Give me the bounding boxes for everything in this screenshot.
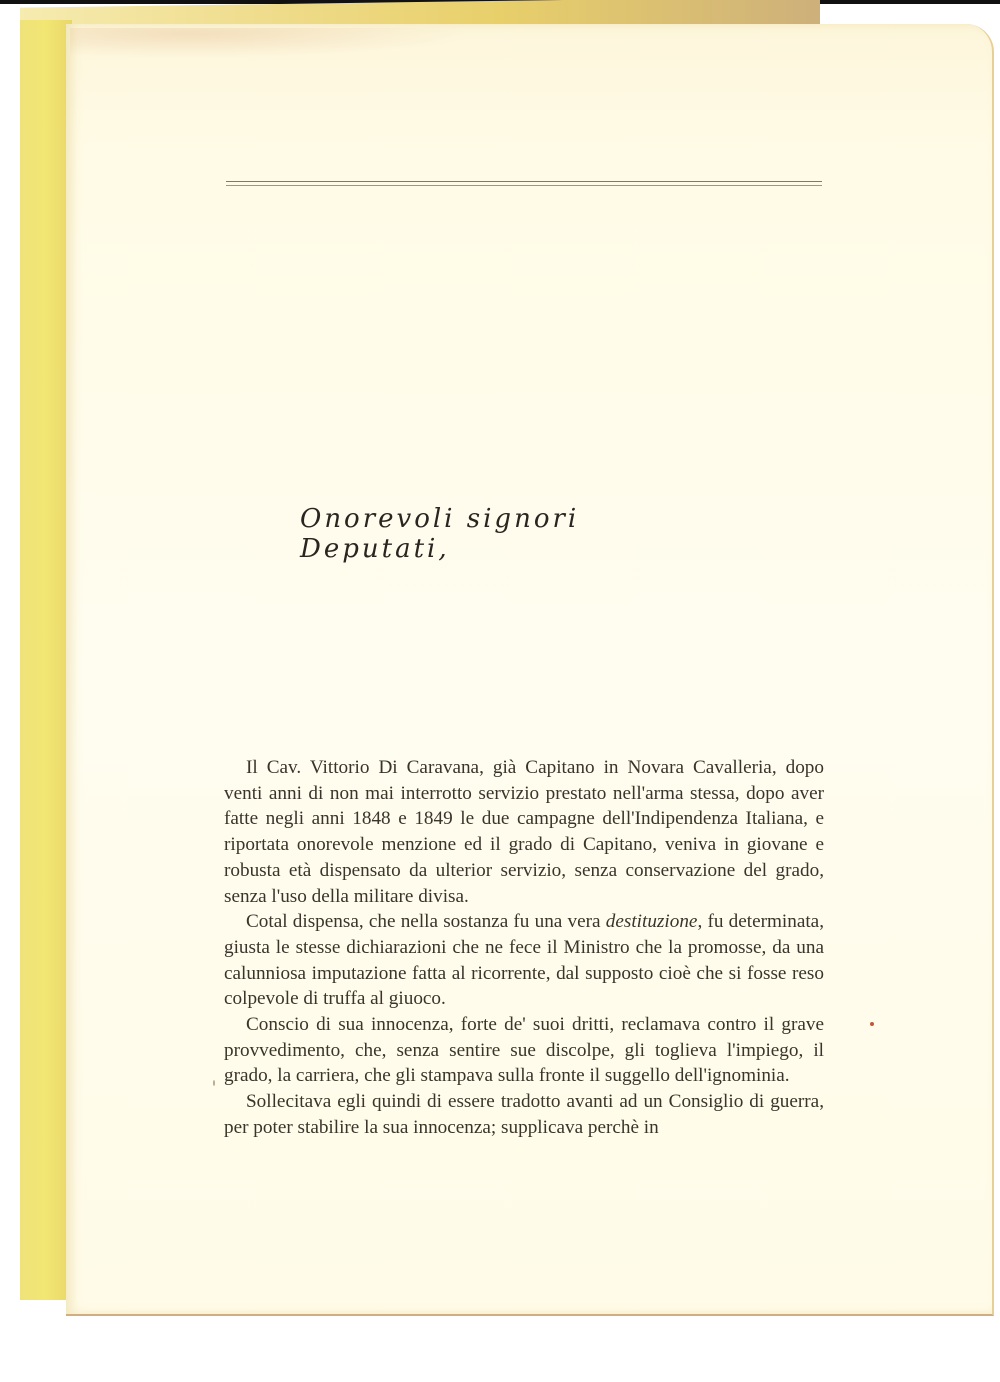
salutation: Onorevoli signori Deputati, (300, 504, 580, 564)
paragraph-2-before: Cotal dispensa, che nella sostanza fu una vera (246, 911, 606, 933)
paragraph-2 (224, 909, 824, 1012)
header-rule-bottom (226, 185, 822, 186)
water-stain (70, 28, 470, 58)
body-text (224, 755, 824, 1141)
yellow-cover-strip (20, 20, 72, 1300)
paragraph-3: Conscio di sua innocenza, forte de' suoi dritti, reclamava contro il grave provvedimento, che, senza sentire sue discolpe, gli toglieva l'impiego, il grado, la carriera, che gli stampava sulla fronte il suggello dell'ignominia. (224, 1014, 824, 1087)
emphasis-destituzione: destituzione (605, 911, 698, 933)
header-rule-top (226, 181, 822, 182)
paragraph-2-after: , fu determinata, giusta le stesse dichiarazioni che ne fece il Ministro che la promosse, da una calunniosa imputazione fatta al ricorrente, dal supposto cioè che si fosse reso colpevole di truffa al giuoco. (224, 911, 824, 1010)
paragraph-4: Sollecitava egli quindi di essere tradotto avanti ad un Consiglio di guerra, per poter stabilire la sua innocenza; supplicava perchè in (224, 1091, 824, 1138)
paragraph-1: Il Cav. Vittorio Di Caravana, già Capitano in Novara Cavalleria, dopo venti anni di non mai interrotto servizio prestato nell'arma stessa, dopo aver fatte negli anni 1848 e 1849 le due campagne dell'Indipendenza Italiana, e riportata onorevole menzione ed il grado di Capitano, veniva in giovane e robusta età dispensato da ulterior servizio, senza conservazione del grado, senza l'uso della militare divisa. (224, 757, 824, 907)
ink-speck (870, 1022, 874, 1026)
ink-speck (213, 1080, 215, 1086)
